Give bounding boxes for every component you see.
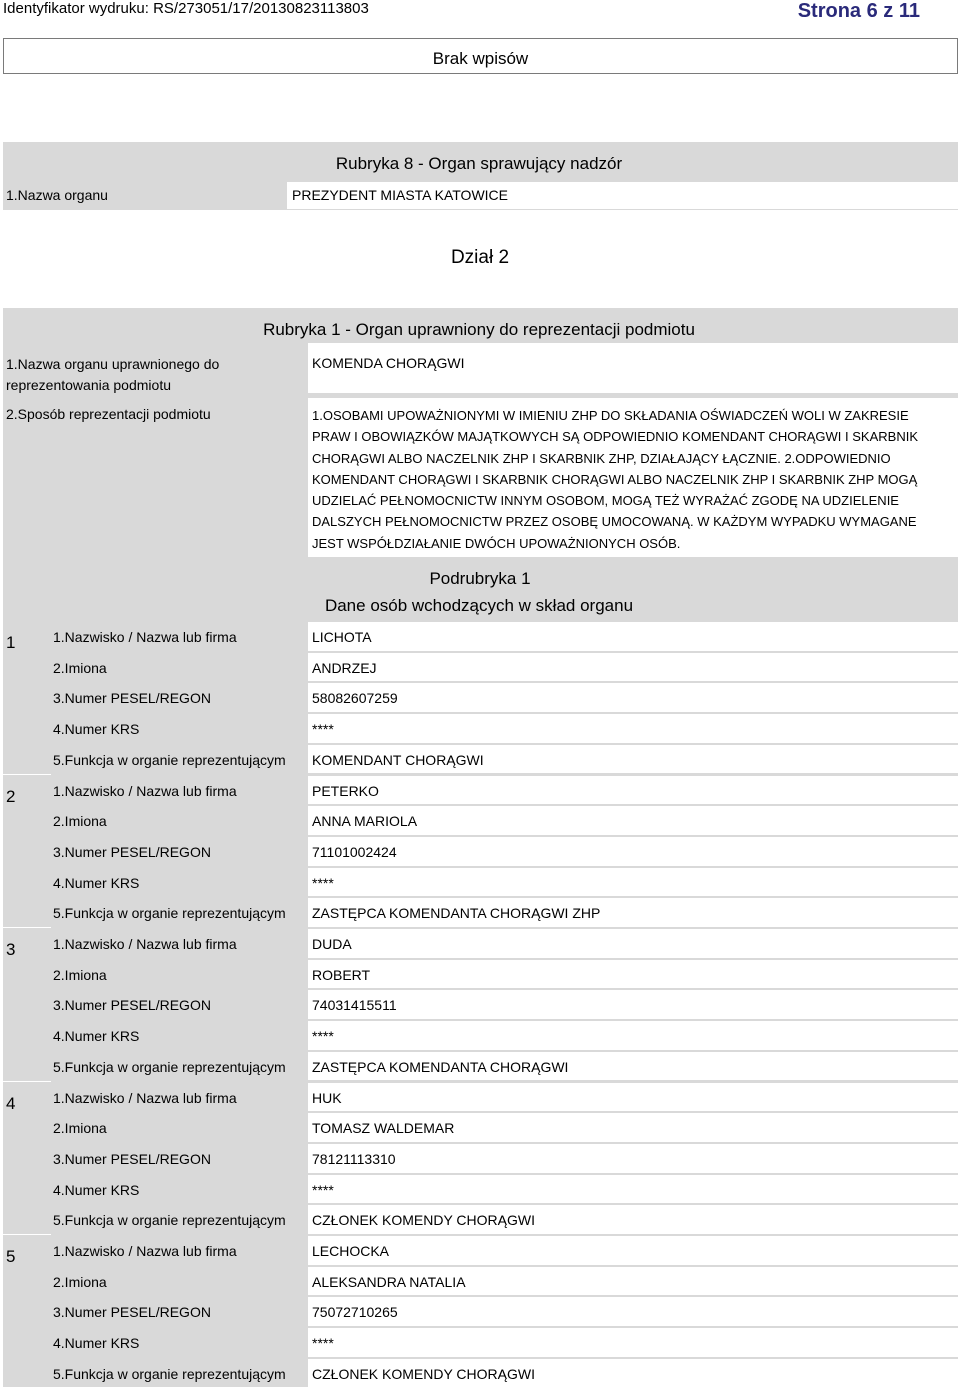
person-krs-cell — [308, 1175, 958, 1204]
person-names-cell — [308, 653, 958, 682]
page-number: Strona 6 z 11 — [797, 0, 920, 22]
person-names-label: 2.Imiona — [53, 966, 107, 983]
podrubryka-subtitle: Dane osób wchodzących w skład organu — [324, 596, 634, 615]
person-surname-value: PETERKO — [312, 782, 379, 799]
person-function-label: 5.Funkcja w organie reprezentującym — [53, 1058, 286, 1075]
person-surname-value: LECHOCKA — [312, 1243, 390, 1259]
person-pesel-value: 78121113310 — [312, 1150, 396, 1167]
person-number: 5 — [6, 1247, 16, 1266]
person-krs-label: 4.Numer KRS — [53, 1028, 140, 1045]
person-krs-label: 4.Numer KRS — [53, 1181, 140, 1198]
person-pesel-value: 71101002424 — [312, 843, 397, 860]
person-divider — [3, 1081, 51, 1082]
person-krs-value: **** — [312, 1181, 334, 1198]
person-surname-value: DUDA — [312, 936, 352, 952]
person-pesel-value: 58082607259 — [312, 690, 398, 707]
rubryka1-name-value: KOMENDA CHORĄGWI — [312, 355, 465, 371]
person-pesel-label: 3.Numer PESEL/REGON — [53, 690, 211, 707]
person-number: 1 — [6, 633, 16, 652]
person-krs-value: **** — [312, 721, 334, 738]
person-number: 2 — [6, 786, 16, 806]
person-pesel-value: 75072710265 — [312, 1304, 398, 1321]
rubryka8-value: PREZYDENT MIASTA KATOWICE — [292, 187, 508, 203]
person-pesel-cell — [308, 683, 958, 712]
person-pesel-cell — [308, 837, 958, 866]
person-surname-value: HUK — [312, 1089, 342, 1106]
person-function-label: 5.Funkcja w organie reprezentującym — [53, 1365, 286, 1382]
person-surname-label: 1.Nazwisko / Nazwa lub firma — [53, 782, 237, 799]
person-surname-cell — [308, 1083, 958, 1112]
person-krs-cell — [308, 868, 958, 897]
rubryka1-way-label: 2.Sposób reprezentacji podmiotu — [6, 406, 211, 422]
person-pesel-label: 3.Numer PESEL/REGON — [53, 1150, 211, 1167]
person-krs-label: 4.Numer KRS — [53, 874, 140, 891]
person-krs-cell — [308, 714, 958, 743]
person-surname-label: 1.Nazwisko / Nazwa lub firma — [53, 1089, 237, 1106]
print-identifier: Identyfikator wydruku: RS/273051/17/20130823113803 — [3, 0, 369, 17]
person-krs-value: **** — [312, 1335, 334, 1352]
person-krs-cell — [308, 1021, 958, 1050]
person-divider — [3, 1234, 51, 1235]
rubryka8-title: Rubryka 8 - Organ sprawujący nadzór — [335, 154, 623, 173]
person-surname-cell — [308, 622, 958, 651]
person-names-value: ALEKSANDRA NATALIA — [312, 1273, 466, 1290]
person-krs-cell — [308, 1328, 958, 1357]
rubryka1-way-value: 1.OSOBAMI UPOWAŻNIONYMI W IMIENIU ZHP DO SKŁADANIA OŚWIADCZEŃ WOLI W ZAKRESIE PRAW I OBOWIĄZKÓW MAJĄTKOWYCH SĄ ODPOWIEDNIO KOMENDANT CHORĄGWI I SKARBNIK CHORĄGWI ALBO NACZELNIK ZHP I SKARBNIK ZHP, DZIAŁAJĄCY ŁĄCZNIE. 2.ODPOWIEDNIO KOMENDANT CHORĄGWI I SKARBNIK CHORĄGWI ALBO NACZELNIK ZHP I SKARBNIK ZHP MOGĄ UDZIELAĆ PEŁNOMOCNICTW INNYM OSOBOM, MOGĄ TEŻ WYRAŻAĆ ZGODĘ NA UDZIELENIE DALSZYCH PEŁNOMOCNICTW PRZEZ OSOBĘ UMOCOWANĄ. W KAŻDYM WYPADKU WYMAGANE JEST WSPÓŁDZIAŁANIE DWÓCH UPOWAŻNIONYCH OSÓB. — [312, 408, 918, 551]
person-krs-value: **** — [312, 1028, 334, 1045]
person-krs-value: **** — [312, 874, 334, 891]
person-names-label: 2.Imiona — [53, 659, 107, 676]
person-function-value: KOMENDANT CHORĄGWI — [312, 751, 484, 768]
person-function-value: CZŁONEK KOMENDY CHORĄGWI — [312, 1212, 535, 1229]
person-surname-label: 1.Nazwisko / Nazwa lub firma — [53, 629, 237, 645]
rubryka8-label: 1.Nazwa organu — [6, 187, 108, 203]
person-surname-label: 1.Nazwisko / Nazwa lub firma — [53, 1243, 237, 1259]
person-names-value: TOMASZ WALDEMAR — [312, 1120, 455, 1137]
section-title: Dział 2 — [450, 247, 510, 268]
person-pesel-cell — [308, 1297, 958, 1326]
rubryka1-name-label: 1.Nazwa organu uprawnionego do reprezentowania podmiotu — [6, 356, 220, 393]
person-function-label: 5.Funkcja w organie reprezentującym — [53, 1212, 286, 1229]
person-pesel-label: 3.Numer PESEL/REGON — [53, 1304, 211, 1321]
person-function-label: 5.Funkcja w organie reprezentującym — [53, 905, 286, 922]
person-pesel-value: 74031415511 — [312, 997, 397, 1014]
person-surname-cell — [308, 1236, 958, 1265]
person-names-value: ANDRZEJ — [312, 659, 377, 676]
person-names-label: 2.Imiona — [53, 1120, 107, 1137]
person-pesel-label: 3.Numer PESEL/REGON — [53, 843, 211, 860]
person-divider — [3, 927, 51, 928]
person-function-value: ZASTĘPCA KOMENDANTA CHORĄGWI — [312, 1058, 569, 1075]
person-surname-cell — [308, 776, 958, 805]
person-surname-label: 1.Nazwisko / Nazwa lub firma — [53, 936, 237, 952]
person-pesel-cell — [308, 990, 958, 1019]
person-function-value: CZŁONEK KOMENDY CHORĄGWI — [312, 1365, 535, 1382]
person-pesel-label: 3.Numer PESEL/REGON — [53, 997, 211, 1014]
podrubryka-title: Podrubryka 1 — [429, 569, 531, 588]
person-function-value: ZASTĘPCA KOMENDANTA CHORĄGWI ZHP — [312, 905, 601, 922]
person-divider — [3, 774, 51, 775]
person-number: 3 — [6, 940, 16, 959]
person-krs-label: 4.Numer KRS — [53, 1335, 140, 1352]
person-pesel-cell — [308, 1144, 958, 1173]
no-entries-text: Brak wpisów — [432, 49, 529, 68]
person-names-value: ANNA MARIOLA — [312, 813, 418, 830]
person-function-label: 5.Funkcja w organie reprezentującym — [53, 751, 286, 768]
person-number: 4 — [6, 1093, 16, 1113]
person-surname-value: LICHOTA — [312, 629, 372, 645]
person-names-value: ROBERT — [312, 966, 371, 983]
person-names-label: 2.Imiona — [53, 1273, 107, 1290]
person-names-label: 2.Imiona — [53, 813, 107, 830]
person-names-cell — [308, 960, 958, 989]
rubryka1-title: Rubryka 1 - Organ uprawniony do reprezentacji podmiotu — [263, 320, 695, 339]
person-krs-label: 4.Numer KRS — [53, 721, 140, 738]
person-surname-cell — [308, 929, 958, 958]
